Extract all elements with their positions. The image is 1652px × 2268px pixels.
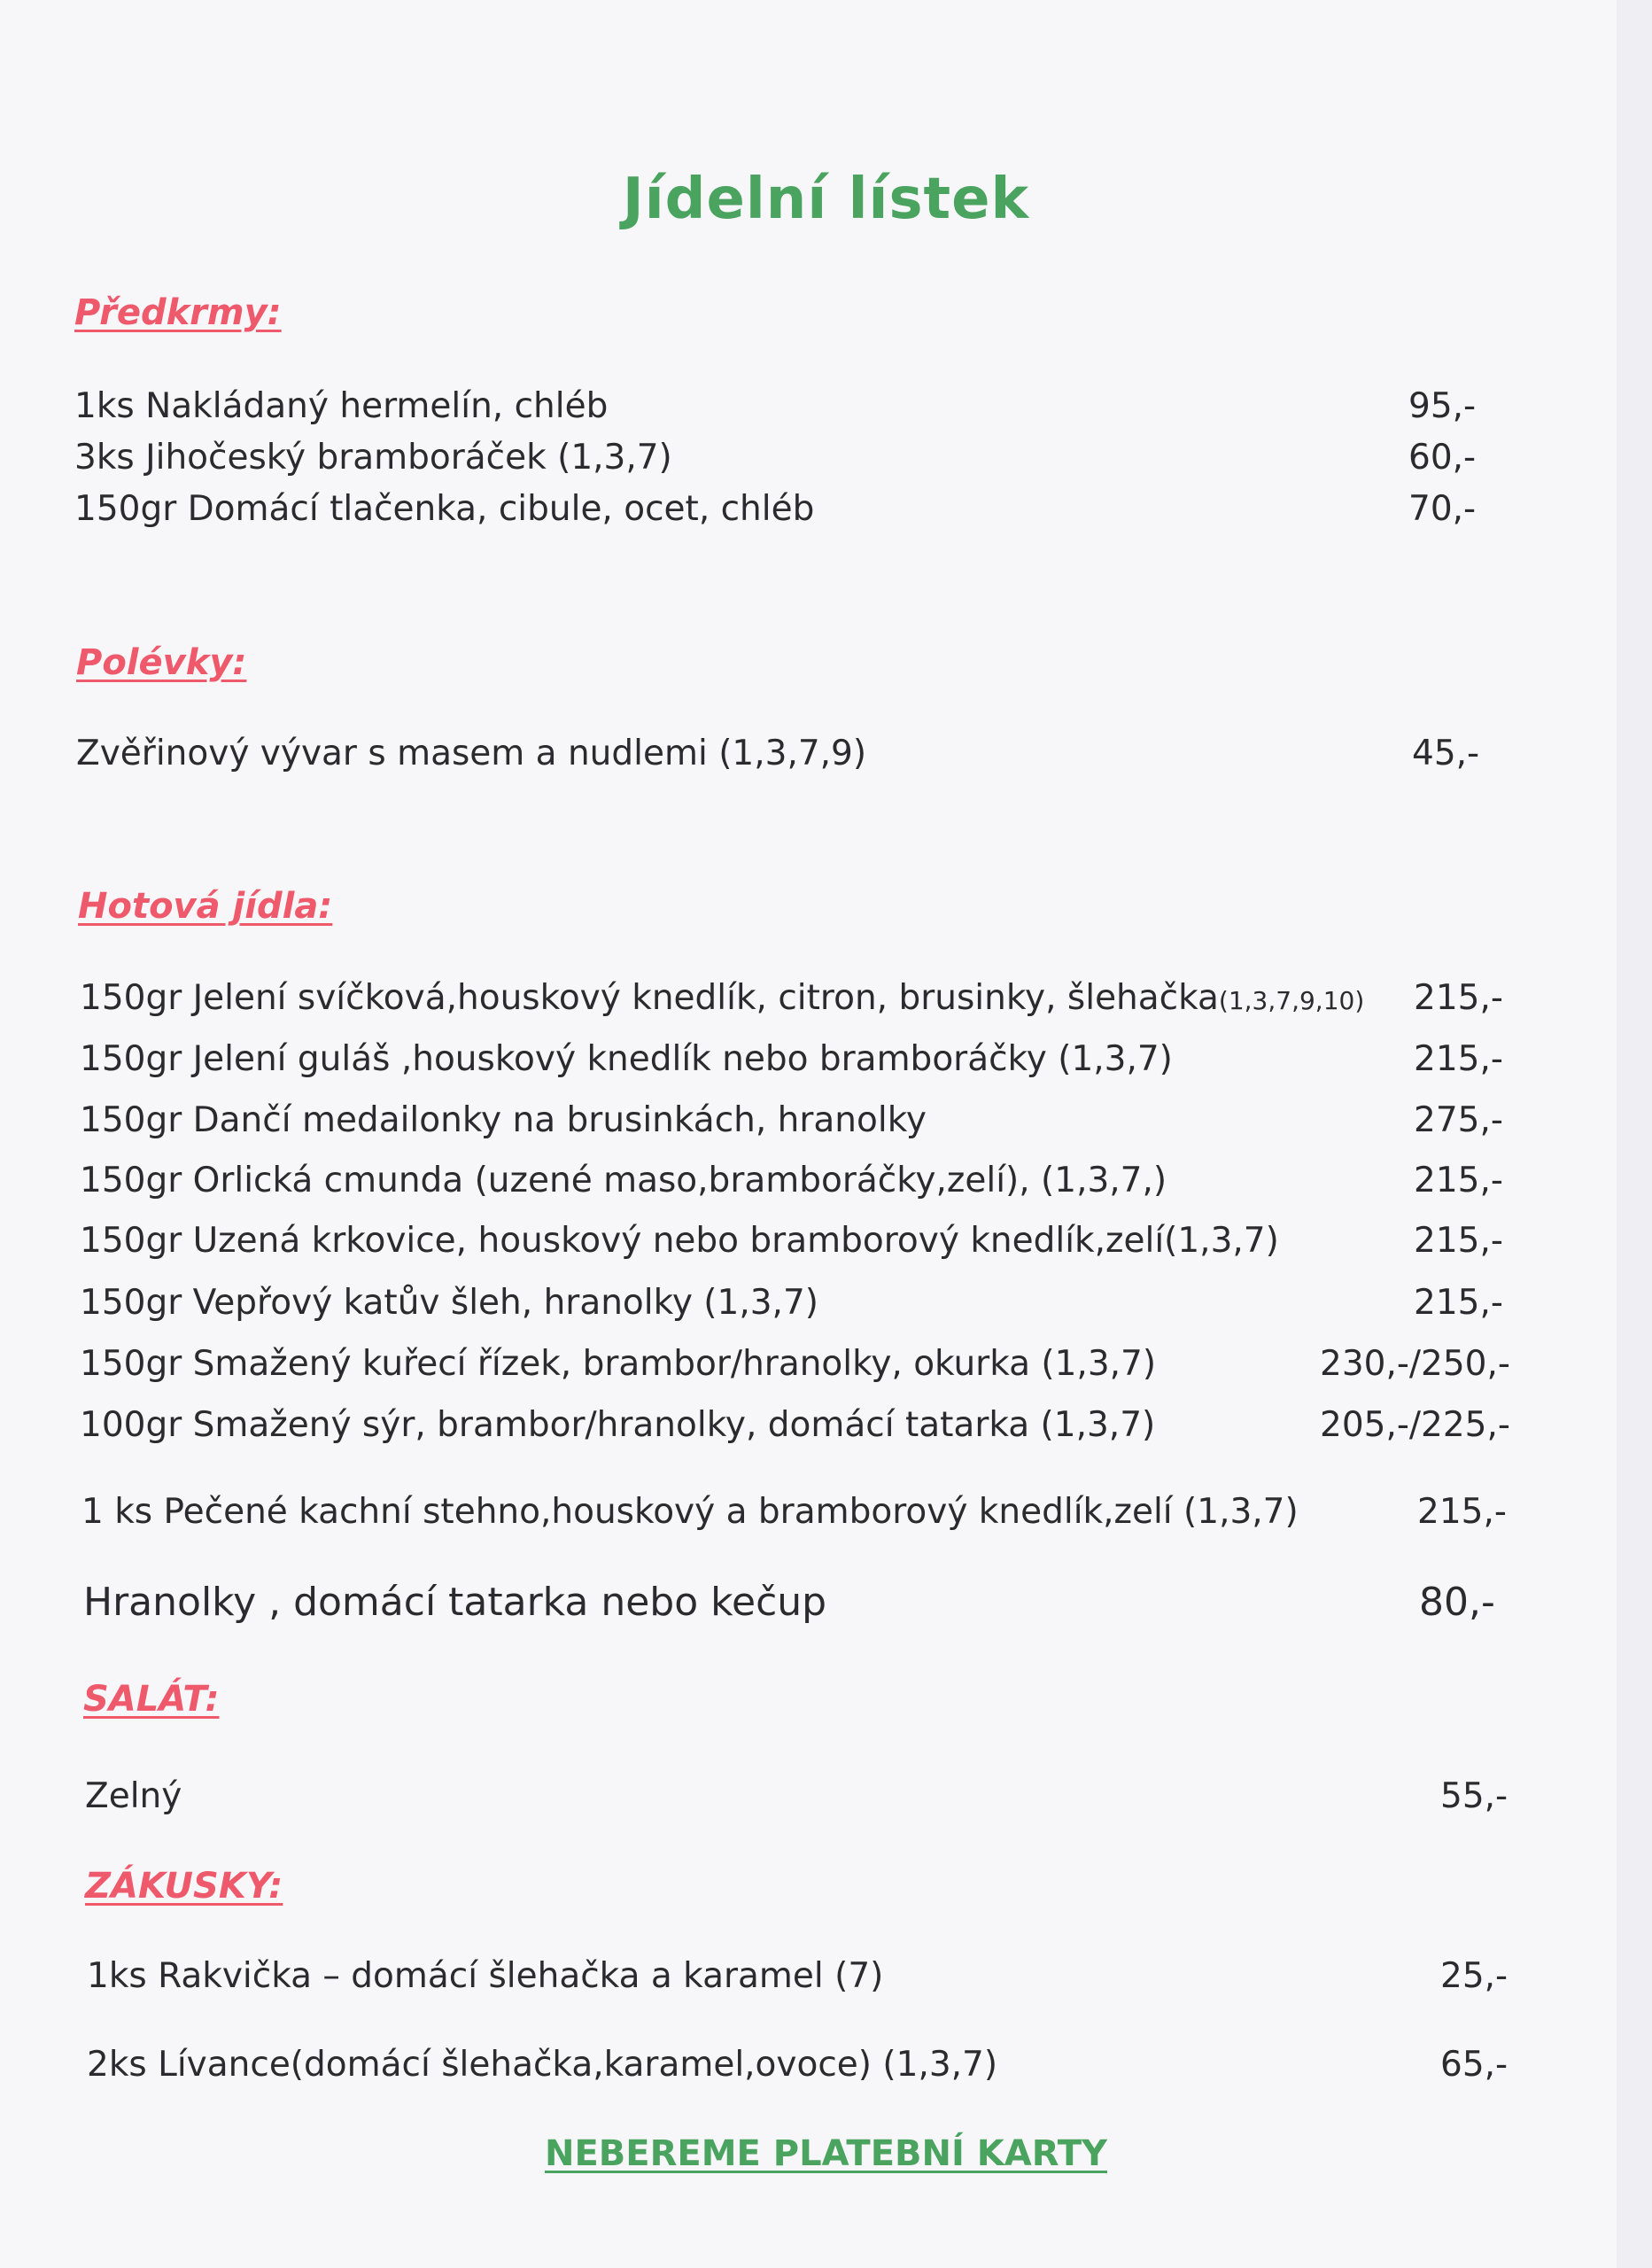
- menu-item: [0, 436, 1652, 480]
- heading-polevky: Polévky:: [76, 642, 247, 683]
- menu-item: [0, 1775, 1652, 1819]
- item-price: 60,-: [1408, 438, 1477, 478]
- heading-zakusky: ZÁKUSKY:: [85, 1866, 283, 1907]
- menu-item: [0, 1159, 1652, 1203]
- item-name: 150gr Dančí medailonky na brusinkách, hranolky: [80, 1100, 927, 1140]
- item-name: 2ks Lívance(domácí šlehačka,karamel,ovoce) (1,3,7): [87, 2045, 998, 2085]
- item-name: 1ks Nakládaný hermelín, chléb: [74, 386, 609, 426]
- payment-notice: NEBEREME PLATEBNÍ KARTY: [544, 2133, 1108, 2174]
- menu-item: [0, 976, 1652, 1021]
- heading-hotova-jidla: Hotová jídla:: [78, 886, 333, 927]
- item-price: 275,-: [1414, 1100, 1503, 1140]
- item-name: 1ks Rakvička – domácí šlehačka a karamel (7): [87, 1956, 884, 1996]
- heading-predkrmy: Předkrmy:: [74, 292, 282, 333]
- menu-item: [0, 732, 1652, 776]
- item-name: 150gr Vepřový katův šleh, hranolky (1,3,7): [80, 1283, 818, 1323]
- item-name: Zelný: [85, 1776, 182, 1816]
- item-price: 80,-: [1419, 1580, 1495, 1625]
- menu-item: [0, 487, 1652, 532]
- menu-item: [0, 1099, 1652, 1143]
- item-allergens: (1,3,7,9,10): [1218, 986, 1365, 1015]
- item-name: 150gr Jelení svíčková,houskový knedlík, citron, brusinky, šlehačka: [80, 978, 1219, 1018]
- item-price: 45,-: [1412, 734, 1480, 773]
- item-price: 205,-/225,-: [1320, 1405, 1510, 1445]
- item-name: 150gr Domácí tlačenka, cibule, ocet, chléb: [74, 489, 815, 529]
- item-price: 215,-: [1414, 1161, 1503, 1200]
- item-price: 65,-: [1440, 2045, 1509, 2085]
- item-name: 3ks Jihočeský bramboráček (1,3,7): [74, 438, 672, 478]
- menu-item: [0, 1490, 1652, 1534]
- menu-item: [0, 384, 1652, 429]
- menu-item: [0, 1342, 1652, 1386]
- item-name: 150gr Jelení guláš ,houskový knedlík nebo bramboráčky (1,3,7): [80, 1039, 1173, 1079]
- item-price: 215,-: [1417, 1492, 1507, 1532]
- item-price: 55,-: [1440, 1776, 1509, 1816]
- item-price: 70,-: [1408, 489, 1477, 529]
- menu-item: [0, 1281, 1652, 1325]
- item-price: 230,-/250,-: [1320, 1344, 1510, 1384]
- item-price: 215,-: [1414, 1283, 1503, 1323]
- item-price: 25,-: [1440, 1956, 1509, 1996]
- heading-salat: SALÁT:: [83, 1679, 220, 1720]
- item-name: Hranolky , domácí tatarka nebo kečup: [83, 1580, 827, 1625]
- item-price: 215,-: [1414, 978, 1503, 1018]
- menu-item: [0, 1037, 1652, 1082]
- item-price: 215,-: [1414, 1039, 1503, 1079]
- item-name: 1 ks Pečené kachní stehno,houskový a bramborový knedlík,zelí (1,3,7): [81, 1492, 1299, 1532]
- item-price: 215,-: [1414, 1221, 1503, 1261]
- item-name: 100gr Smažený sýr, brambor/hranolky, domácí tatarka (1,3,7): [80, 1405, 1156, 1445]
- page-title: Jídelní lístek: [622, 167, 1030, 232]
- menu-item: [0, 1219, 1652, 1263]
- menu-item: [0, 1954, 1652, 1999]
- menu-item: [0, 2043, 1652, 2087]
- item-price: 95,-: [1408, 386, 1477, 426]
- item-name: 150gr Smažený kuřecí řízek, brambor/hranolky, okurka (1,3,7): [80, 1344, 1157, 1384]
- item-name: Zvěřinový vývar s masem a nudlemi (1,3,7,9): [76, 734, 867, 773]
- item-name: 150gr Orlická cmunda (uzené maso,bramboráčky,zelí), (1,3,7,): [80, 1161, 1167, 1200]
- menu-item: [0, 1581, 1652, 1625]
- menu-item: [0, 1403, 1652, 1448]
- item-name: 150gr Uzená krkovice, houskový nebo bramborový knedlík,zelí(1,3,7): [80, 1221, 1279, 1261]
